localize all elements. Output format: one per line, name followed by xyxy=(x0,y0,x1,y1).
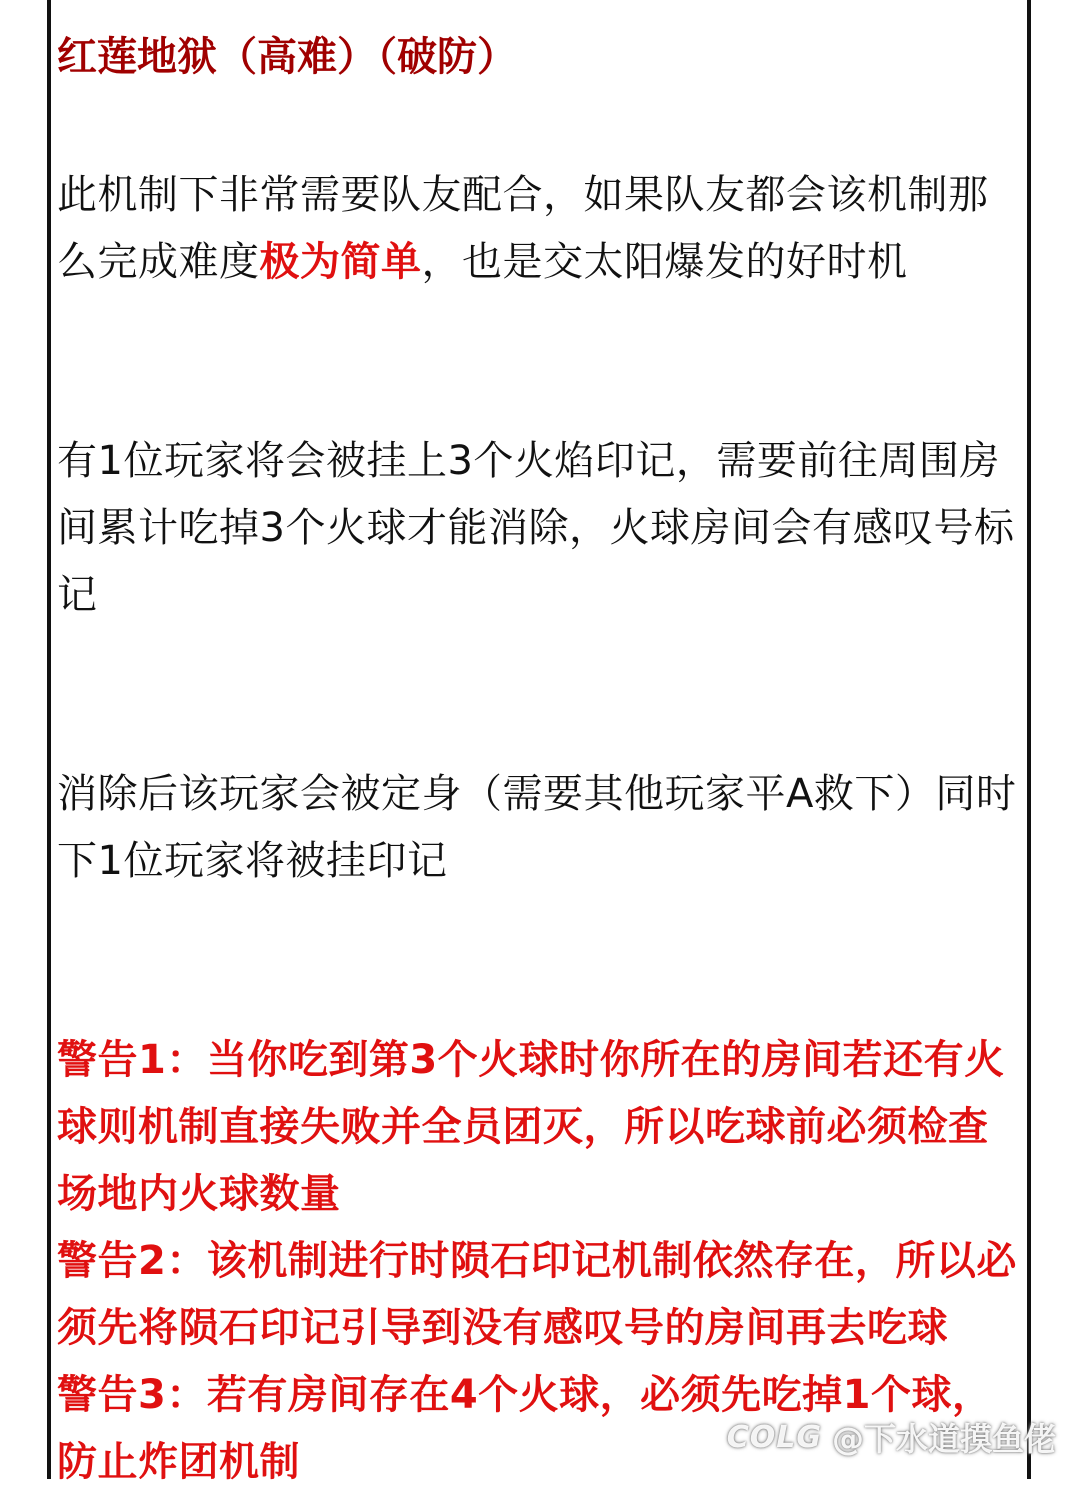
warning-2: 警告2：该机制进行时陨石印记机制依然存在，所以必须先将陨石印记引导到没有感叹号的房间再去吃球 xyxy=(57,1238,1017,1351)
paragraph-intro-text: 此机制下非常需要队友配合，如果队友都会该机制那么完成难度 xyxy=(57,172,989,285)
paragraph-intro xyxy=(57,162,1025,296)
section-title: 红莲地狱（高难）（破防） xyxy=(57,34,517,80)
paragraph-intro-tail: ，也是交太阳爆发的好时机 xyxy=(421,239,908,285)
watermark xyxy=(727,1417,1056,1457)
warning-1: 警告1：当你吃到第3个火球时你所在的房间若还有火球则机制直接失败并全员团灭，所以吃球前必须检查场地内火球数量 xyxy=(57,1037,1005,1217)
paragraph-aftermath: 消除后该玩家会被定身（需要其他玩家平A救下）同时下1位玩家将被挂印记 xyxy=(57,771,1017,884)
colg-logo: COLG xyxy=(726,1419,822,1455)
highlight-text: 极为简单 xyxy=(259,239,422,285)
document-frame xyxy=(47,0,1031,1485)
document-content xyxy=(57,28,1025,1496)
warning-3: 警告3：若有房间存在4个火球，必须先吃掉1个球，防止炸团机制 xyxy=(57,1372,993,1485)
watermark-handle: @下水道摸鱼佬 xyxy=(831,1420,1056,1458)
paragraph-mechanic: 有1位玩家将会被挂上3个火焰印记，需要前往周围房间累计吃掉3个火球才能消除，火球房间会有感叹号标记 xyxy=(57,438,1015,618)
